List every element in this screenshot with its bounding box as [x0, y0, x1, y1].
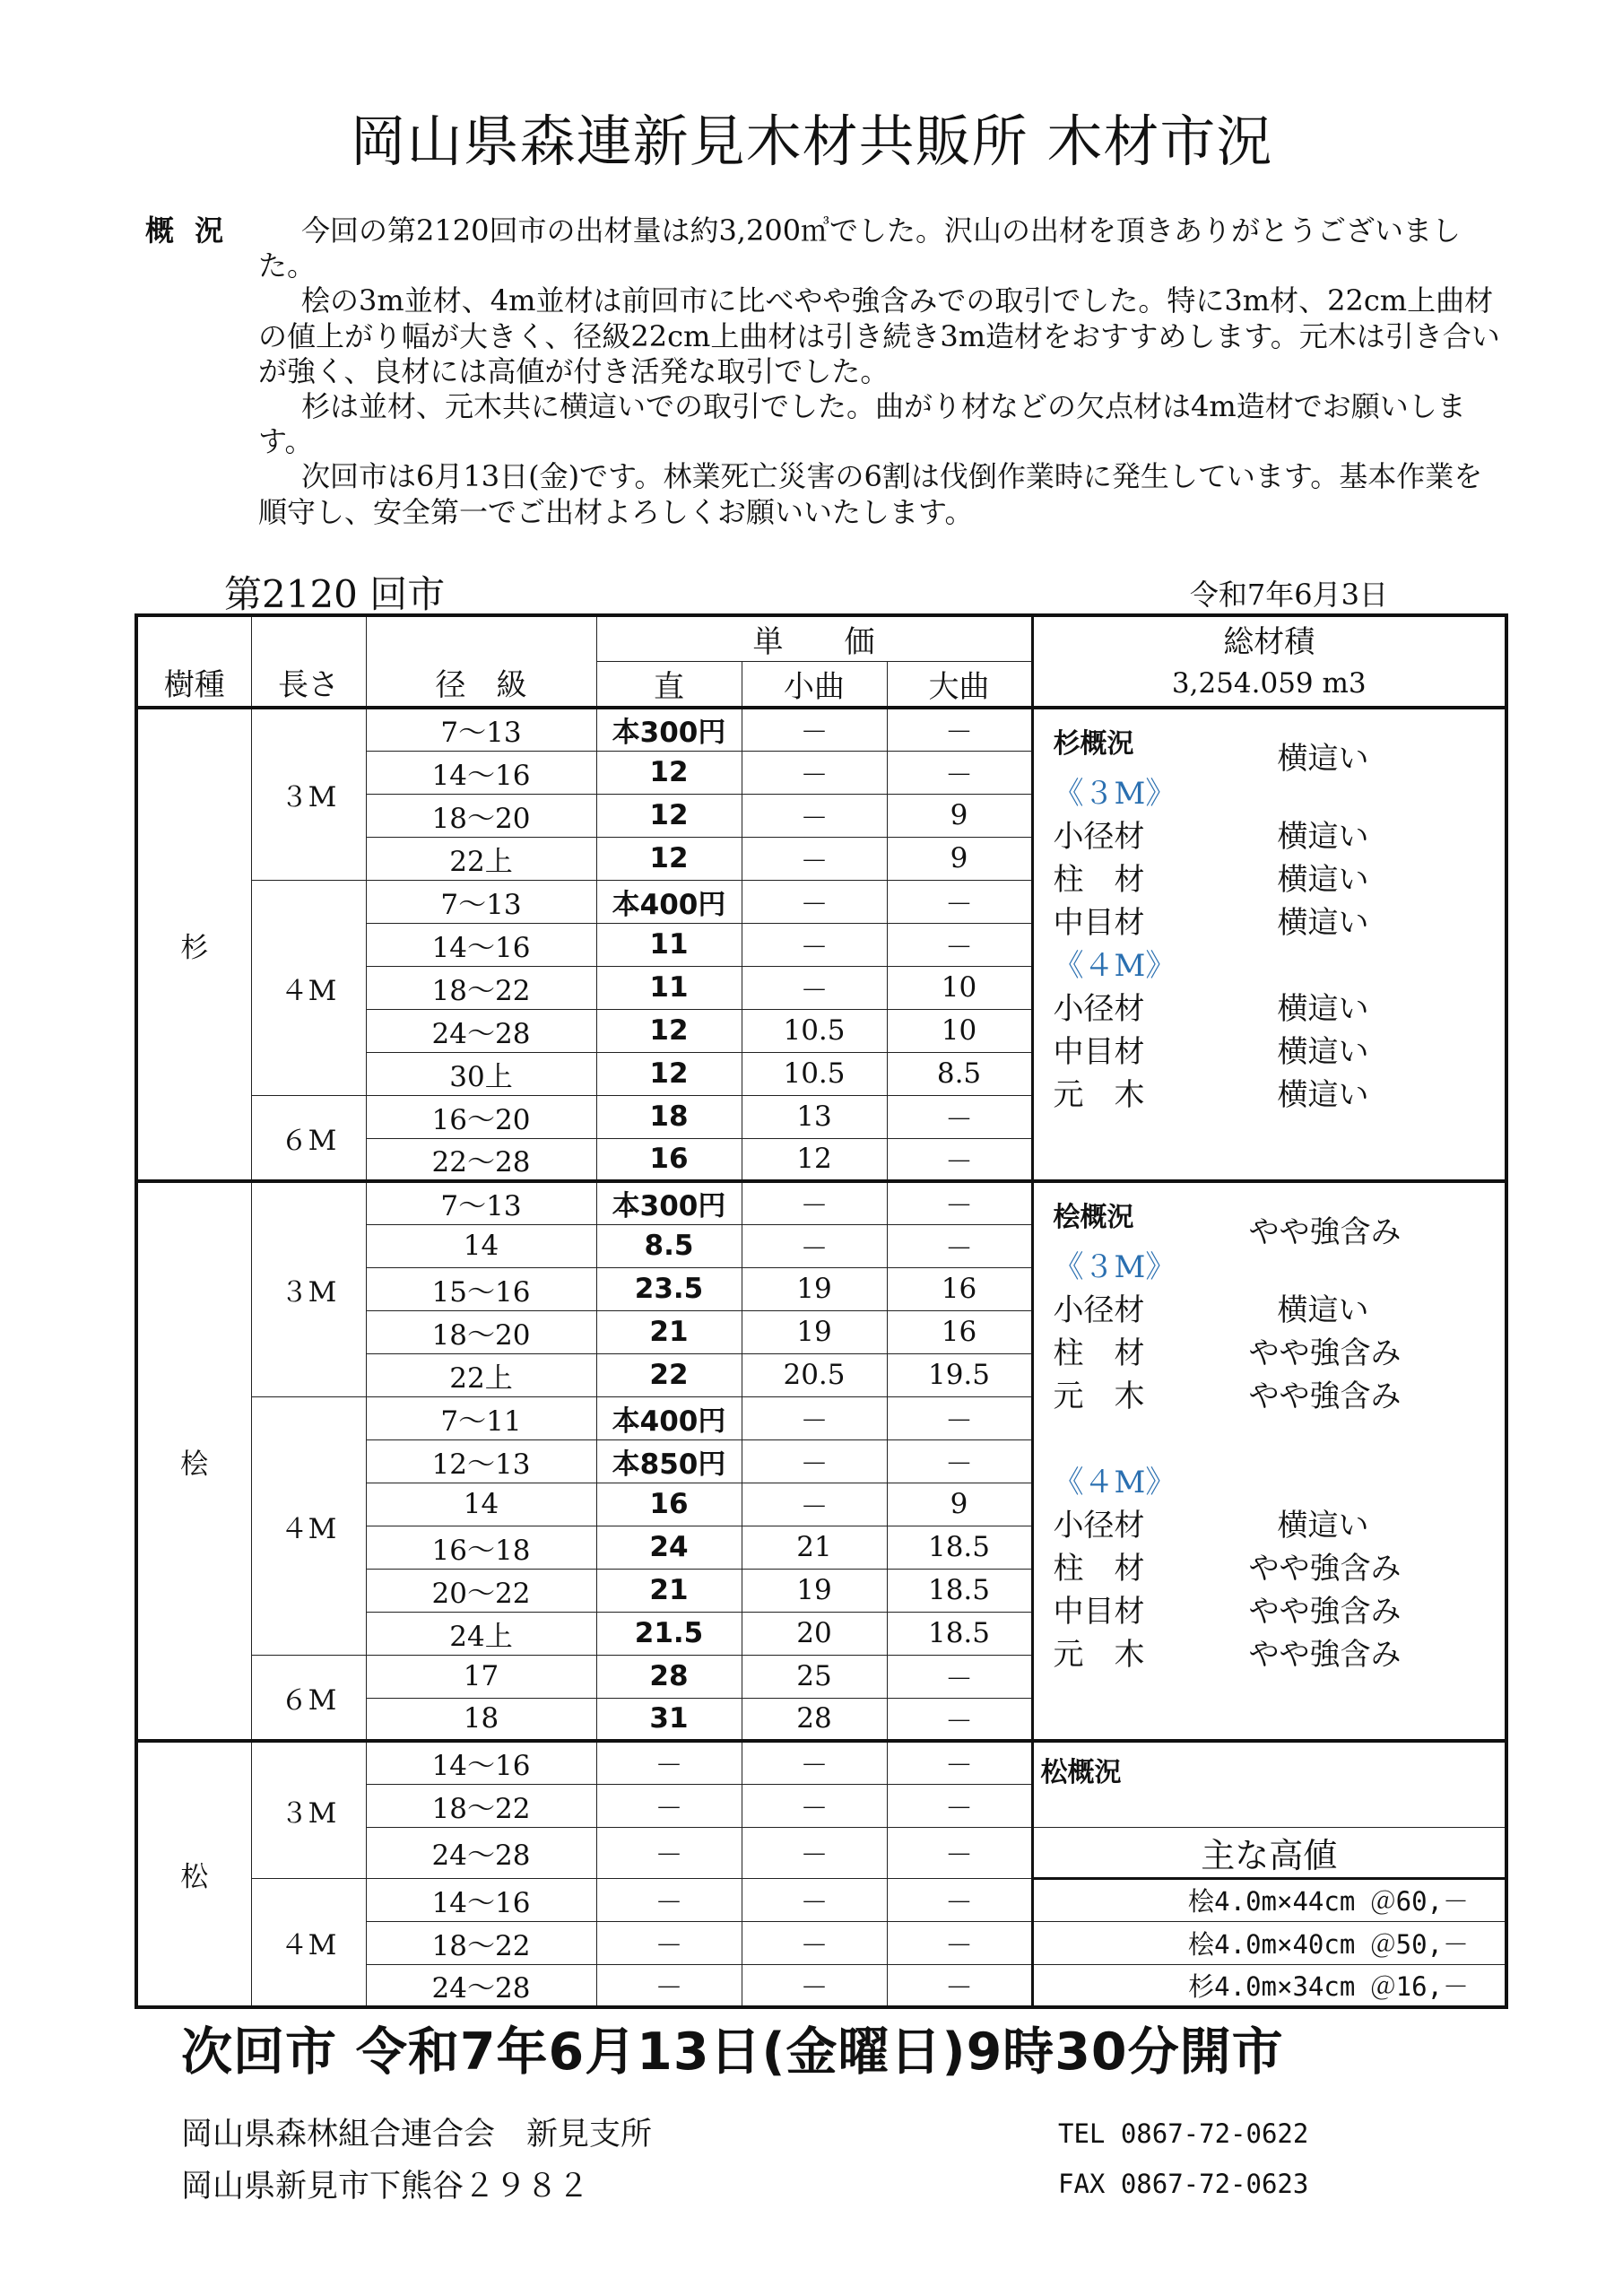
sugi-overview-title: 杉概況	[1053, 728, 1134, 760]
price-straight: 24	[596, 1526, 742, 1569]
diameter-cell: 7～13	[366, 1181, 596, 1224]
header-straight: 直	[596, 662, 742, 709]
high-price-item: 桧4.0m×40cm	[1188, 1928, 1356, 1960]
diameter-cell: 12～13	[366, 1439, 596, 1483]
price-large-bend: －	[887, 1921, 1032, 1964]
diameter-cell: 14～16	[366, 751, 596, 794]
length-cell: ４M	[251, 1396, 366, 1655]
price-large-bend: －	[887, 923, 1032, 966]
price-large-bend: －	[887, 1827, 1032, 1878]
price-straight: 本400円	[596, 880, 742, 923]
price-large-bend: －	[887, 1655, 1032, 1698]
diameter-cell: 14	[366, 1224, 596, 1267]
high-price-value: ＠60,－	[1369, 1886, 1469, 1917]
price-small-bend: 20	[742, 1612, 887, 1655]
diameter-cell: 18～20	[366, 794, 596, 837]
price-large-bend: －	[887, 880, 1032, 923]
price-table	[135, 613, 1508, 2009]
price-large-bend: －	[887, 1138, 1032, 1181]
price-large-bend: 10	[887, 1009, 1032, 1052]
price-small-bend: －	[742, 837, 887, 880]
price-straight: 11	[596, 923, 742, 966]
price-large-bend: －	[887, 1878, 1032, 1921]
summary-paragraph: 次回市は6月13日(金)です。林業死亡災害の6割は伐倒作業時に発生しています。基本作業を順守し、安全第一でご出材よろしくお願いいたします。	[258, 459, 1483, 529]
species-cell: 桧	[136, 1181, 251, 1741]
price-large-bend: 16	[887, 1267, 1032, 1310]
price-straight: 21.5	[596, 1612, 742, 1655]
diameter-cell: 22上	[366, 837, 596, 880]
grade-label: 小径材	[1053, 1292, 1145, 1328]
grade-trend: 横這い	[1277, 991, 1369, 1027]
hinoki-overview	[1032, 1181, 1506, 1741]
high-price-row	[1032, 1878, 1506, 1921]
price-large-bend: －	[887, 1784, 1032, 1827]
price-straight: 本850円	[596, 1439, 742, 1483]
price-small-bend: －	[742, 1964, 887, 2007]
header-diameter: 径 級	[366, 615, 596, 708]
price-straight: 16	[596, 1138, 742, 1181]
price-straight: 16	[596, 1483, 742, 1526]
telephone-number: TEL 0867-72-0622	[1058, 2118, 1309, 2149]
price-straight: 12	[596, 837, 742, 880]
high-price-row	[1032, 1964, 1506, 2007]
price-straight: 28	[596, 1655, 742, 1698]
length-cell: ４M	[251, 880, 366, 1095]
summary-label: 概 況	[145, 213, 230, 248]
price-straight: 18	[596, 1095, 742, 1138]
diameter-cell: 7～11	[366, 1396, 596, 1439]
price-straight: 12	[596, 751, 742, 794]
diameter-cell: 14～16	[366, 1878, 596, 1921]
price-small-bend: 12	[742, 1138, 887, 1181]
header-species: 樹種	[136, 615, 251, 708]
price-small-bend: －	[742, 1741, 887, 1784]
grade-label: 柱 材	[1053, 1335, 1145, 1371]
price-small-bend: 13	[742, 1095, 887, 1138]
price-straight: 31	[596, 1698, 742, 1741]
price-small-bend: －	[742, 966, 887, 1009]
grade-label: 元 木	[1053, 1378, 1145, 1414]
header-small-bend: 小曲	[742, 662, 887, 709]
diameter-cell: 7～13	[366, 880, 596, 923]
diameter-cell: 18～22	[366, 1921, 596, 1964]
price-small-bend: 28	[742, 1698, 887, 1741]
price-large-bend: －	[887, 708, 1032, 751]
grade-label: 中目材	[1053, 1034, 1145, 1070]
price-large-bend: 8.5	[887, 1052, 1032, 1095]
summary-paragraph: 杉は並材、元木共に横這いでの取引でした。曲がり材などの欠点材は4m造材でお願いします。	[258, 389, 1466, 459]
grade-trend: やや強含み	[1248, 1335, 1402, 1371]
length-cell: ３M	[251, 1741, 366, 1878]
length-cell: ６M	[251, 1095, 366, 1181]
diameter-cell: 15～16	[366, 1267, 596, 1310]
hinoki-overall-trend: やや強含み	[1248, 1214, 1402, 1250]
matsu-overview	[1032, 1741, 1506, 1827]
price-small-bend: －	[742, 1224, 887, 1267]
diameter-cell: 20～22	[366, 1569, 596, 1612]
high-price-row	[1032, 1921, 1506, 1964]
grade-trend: 横這い	[1277, 862, 1369, 898]
summary-paragraph: 今回の第2120回市の出材量は約3,200㎥でした。沢山の出材を頂きありがとうございました。	[258, 213, 1462, 283]
price-small-bend: －	[742, 1483, 887, 1526]
summary-paragraph: 桧の3m並材、4m並材は前回市に比べやや強含みでの取引でした。特に3m材、22cm上曲材の値上がり幅が大きく、径級22cm上曲材は引き続き3m造材をおすすめします。元木は引き合いが強く、良材には高値が付き活発な取引でした。	[258, 283, 1500, 388]
grade-label: 元 木	[1053, 1077, 1145, 1113]
header-unit-price: 単 価	[596, 615, 1032, 662]
price-small-bend: －	[742, 923, 887, 966]
diameter-cell: 24～28	[366, 1827, 596, 1878]
price-large-bend: 9	[887, 794, 1032, 837]
price-small-bend: 25	[742, 1655, 887, 1698]
organization-name: 岡山県森林組合連合会 新見支所	[181, 2117, 653, 2152]
matsu-overview-title: 松概況	[1040, 1757, 1122, 1788]
price-small-bend: 10.5	[742, 1052, 887, 1095]
price-large-bend: 19.5	[887, 1353, 1032, 1396]
section-3m-label: 《３M》	[1053, 776, 1176, 812]
grade-trend: 横這い	[1277, 1508, 1369, 1544]
grade-trend: 横這い	[1277, 1077, 1369, 1113]
price-small-bend: 19	[742, 1310, 887, 1353]
price-straight: －	[596, 1964, 742, 2007]
grade-trend: やや強含み	[1248, 1594, 1402, 1630]
price-large-bend: 18.5	[887, 1569, 1032, 1612]
species-cell: 杉	[136, 708, 251, 1181]
price-straight: 本300円	[596, 708, 742, 751]
diameter-cell: 18～20	[366, 1310, 596, 1353]
price-straight: 21	[596, 1310, 742, 1353]
price-small-bend: －	[742, 1181, 887, 1224]
header-total-value: 3,254.059 m3	[1032, 662, 1506, 709]
price-large-bend: 18.5	[887, 1612, 1032, 1655]
grade-label: 柱 材	[1053, 862, 1145, 898]
price-large-bend: －	[887, 1224, 1032, 1267]
price-straight: 11	[596, 966, 742, 1009]
length-cell: ３M	[251, 1181, 366, 1396]
grade-trend: 横這い	[1277, 905, 1369, 941]
price-small-bend: －	[742, 1921, 887, 1964]
high-price-value: ＠50,－	[1369, 1928, 1469, 1960]
price-large-bend: －	[887, 751, 1032, 794]
hinoki-overview-title: 桧概況	[1053, 1202, 1134, 1233]
diameter-cell: 14	[366, 1483, 596, 1526]
price-straight: 12	[596, 794, 742, 837]
diameter-cell: 24上	[366, 1612, 596, 1655]
diameter-cell: 22～28	[366, 1138, 596, 1181]
price-small-bend: －	[742, 1827, 887, 1878]
market-number: 第2120 回市	[224, 572, 446, 616]
price-straight: 21	[596, 1569, 742, 1612]
price-large-bend: －	[887, 1181, 1032, 1224]
price-large-bend: 18.5	[887, 1526, 1032, 1569]
grade-trend: 横這い	[1277, 819, 1369, 855]
section-4m-label: 《４M》	[1053, 1465, 1176, 1500]
section-3m-label: 《３M》	[1053, 1249, 1176, 1285]
price-straight: －	[596, 1784, 742, 1827]
price-small-bend: －	[742, 708, 887, 751]
high-price-title: 主な高値	[1032, 1827, 1506, 1878]
price-straight: 12	[596, 1009, 742, 1052]
price-large-bend: －	[887, 1439, 1032, 1483]
price-small-bend: －	[742, 1878, 887, 1921]
organization-address: 岡山県新見市下熊谷２９８２	[181, 2169, 590, 2205]
grade-trend: やや強含み	[1248, 1551, 1402, 1587]
grade-label: 元 木	[1053, 1637, 1145, 1673]
length-cell: ４M	[251, 1878, 366, 2007]
price-straight: －	[596, 1921, 742, 1964]
header-length: 長さ	[251, 615, 366, 708]
grade-trend: やや強含み	[1248, 1378, 1402, 1414]
price-small-bend: 19	[742, 1569, 887, 1612]
market-date: 令和7年6月3日	[1189, 578, 1388, 612]
diameter-cell: 7～13	[366, 708, 596, 751]
price-large-bend: －	[887, 1396, 1032, 1439]
price-straight: 8.5	[596, 1224, 742, 1267]
section-4m-label: 《４M》	[1053, 948, 1176, 984]
price-large-bend: 16	[887, 1310, 1032, 1353]
summary-section	[145, 213, 1508, 530]
price-large-bend: －	[887, 1741, 1032, 1784]
diameter-cell: 16～20	[366, 1095, 596, 1138]
price-large-bend: －	[887, 1964, 1032, 2007]
length-cell: ３M	[251, 708, 366, 880]
grade-label: 柱 材	[1053, 1551, 1145, 1587]
diameter-cell: 24～28	[366, 1964, 596, 2007]
price-straight: －	[596, 1827, 742, 1878]
price-small-bend: －	[742, 794, 887, 837]
diameter-cell: 18～22	[366, 1784, 596, 1827]
grade-label: 小径材	[1053, 991, 1145, 1027]
price-small-bend: 10.5	[742, 1009, 887, 1052]
price-small-bend: －	[742, 751, 887, 794]
price-large-bend: 9	[887, 1483, 1032, 1526]
diameter-cell: 14～16	[366, 923, 596, 966]
price-large-bend: 9	[887, 837, 1032, 880]
diameter-cell: 22上	[366, 1353, 596, 1396]
price-straight: 22	[596, 1353, 742, 1396]
grade-label: 中目材	[1053, 1594, 1145, 1630]
price-small-bend: －	[742, 1439, 887, 1483]
sugi-overall-trend: 横這い	[1277, 741, 1369, 777]
price-small-bend: 19	[742, 1267, 887, 1310]
grade-trend: やや強含み	[1248, 1637, 1402, 1673]
diameter-cell: 18	[366, 1698, 596, 1741]
header-total-label: 総材積	[1032, 615, 1506, 662]
high-price-item: 桧4.0m×44cm	[1188, 1886, 1356, 1917]
header-large-bend: 大曲	[887, 662, 1032, 709]
grade-label: 中目材	[1053, 905, 1145, 941]
length-cell: ６M	[251, 1655, 366, 1741]
fax-number: FAX 0867-72-0623	[1058, 2169, 1309, 2199]
diameter-cell: 16～18	[366, 1526, 596, 1569]
grade-trend: 横這い	[1277, 1292, 1369, 1328]
price-small-bend: 20.5	[742, 1353, 887, 1396]
species-cell: 松	[136, 1741, 251, 2007]
price-straight: －	[596, 1878, 742, 1921]
high-price-value: ＠16,－	[1369, 1970, 1469, 2002]
grade-label: 小径材	[1053, 819, 1145, 855]
price-large-bend: 10	[887, 966, 1032, 1009]
page-title: 岡山県森連新見木材共販所 木材市況	[350, 109, 1273, 174]
grade-label: 小径材	[1053, 1508, 1145, 1544]
diameter-cell: 18～22	[366, 966, 596, 1009]
price-large-bend: －	[887, 1095, 1032, 1138]
diameter-cell: 14～16	[366, 1741, 596, 1784]
price-small-bend: －	[742, 1784, 887, 1827]
diameter-cell: 17	[366, 1655, 596, 1698]
price-large-bend: －	[887, 1698, 1032, 1741]
diameter-cell: 30上	[366, 1052, 596, 1095]
price-small-bend: －	[742, 880, 887, 923]
next-market-announcement: 次回市 令和7年6月13日(金曜日)9時30分開市	[181, 2022, 1284, 2082]
price-small-bend: 21	[742, 1526, 887, 1569]
diameter-cell: 24～28	[366, 1009, 596, 1052]
price-small-bend: －	[742, 1396, 887, 1439]
price-straight: 本400円	[596, 1396, 742, 1439]
price-straight: 12	[596, 1052, 742, 1095]
price-straight: 本300円	[596, 1181, 742, 1224]
price-straight: 23.5	[596, 1267, 742, 1310]
price-straight: －	[596, 1741, 742, 1784]
grade-trend: 横這い	[1277, 1034, 1369, 1070]
high-price-item: 杉4.0m×34cm	[1188, 1970, 1356, 2002]
sugi-overview	[1032, 708, 1506, 1181]
